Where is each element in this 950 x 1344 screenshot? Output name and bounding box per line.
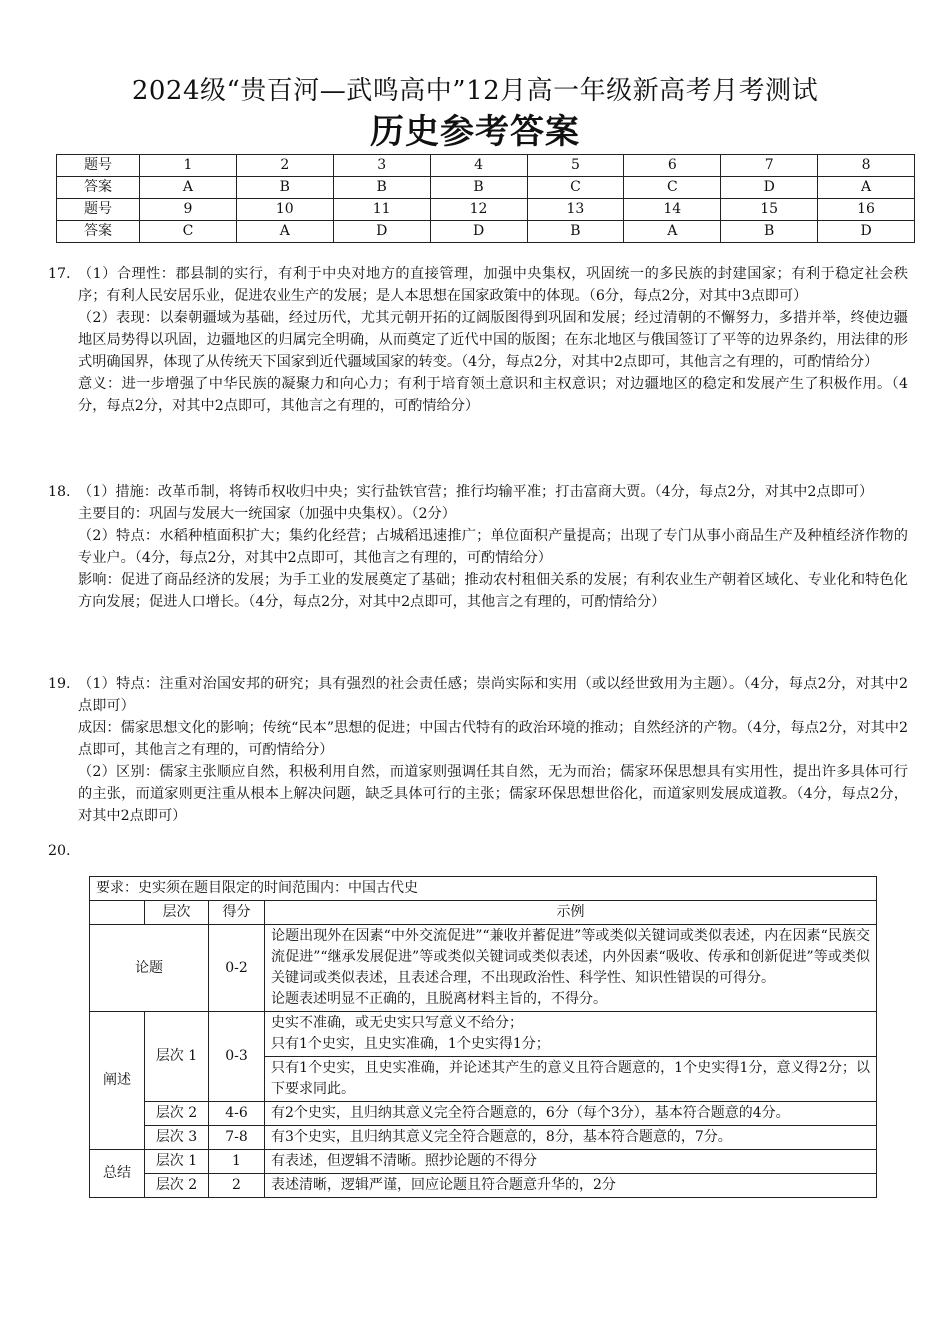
answer-cell: C — [140, 221, 237, 243]
answer-paragraph: 主要目的：巩固与发展大一统国家（加强中央集权）。（2分） — [78, 506, 456, 522]
answer-paragraph: 意义：进一步增强了中华民族的凝聚力和向心力；有利于培育领土意识和主权意识；对边疆地区的稳定和发展产生了积极作用。（4分，每点2分，对其中2点即可，其他言之有理的，可酌情给分） — [78, 376, 908, 414]
answer-table — [56, 154, 915, 243]
answer-cell: C — [624, 177, 721, 199]
answer-paragraph: 成因：儒家思想文化的影响；传统“民本”思想的促进；中国古代特有的政治环境的推动；自然经济的产物。（4分，每点2分，对其中2点即可，其他言之有理的，可酌情给分） — [78, 720, 908, 758]
example-text: 论题表述明显不正确的，且脱离材料主旨的，不得分。 — [271, 991, 607, 1007]
column-header: 示例 — [265, 901, 877, 925]
question-number: 7 — [721, 155, 818, 177]
question-18 — [48, 481, 908, 613]
answer-cell: D — [818, 221, 915, 243]
question-number: 3 — [333, 155, 430, 177]
question-number: 4 — [430, 155, 527, 177]
answer-cell: B — [333, 177, 430, 199]
score-cell: 1 — [209, 1150, 265, 1174]
row-label: 题号 — [57, 199, 140, 221]
table-row — [90, 1102, 877, 1126]
answer-cell: A — [140, 177, 237, 199]
answer-cell: D — [333, 221, 430, 243]
table-row — [57, 221, 915, 243]
question-17 — [48, 263, 908, 417]
score-cell: 0-3 — [209, 1012, 265, 1102]
answer-paragraph: （2）表现：以秦朝疆域为基础，经过历代，尤其元朝开拓的辽阔版图得到巩固和发展；经过清朝的不懈努力，多措并举，终使边疆地区局势得以巩固，边疆地区的归属完全明确，从而奠定了近代中国的版图；在东北地区与俄国签订了平等的边界条约，用法律的形式明确国界，体现了从传统天下国家到近代疆域国家的转变。（4分，每点2分，对其中2点即可，其他言之有理的，可酌情给分） — [78, 310, 908, 370]
table-row — [57, 155, 915, 177]
answer-cell: A — [818, 177, 915, 199]
score-cell: 0-2 — [209, 925, 265, 1012]
level-label: 层次 1 — [145, 1150, 209, 1174]
row-label: 答案 — [57, 221, 140, 243]
table-row — [57, 199, 915, 221]
column-header: 层次 — [145, 901, 209, 925]
level-label: 层次 2 — [145, 1174, 209, 1198]
table-row — [57, 177, 915, 199]
table-row — [90, 925, 877, 1012]
question-number: 16 — [818, 199, 915, 221]
question-number: 20. — [48, 843, 71, 859]
answer-cell: B — [430, 177, 527, 199]
answer-cell: B — [721, 221, 818, 243]
exam-title: 2024级“贵百河—武鸣高中”12月高一年级新高考月考测试 — [131, 76, 819, 106]
example-text: 有3个史实，且归纳其意义完全符合题意的，8分，基本符合题意的，7分。 — [265, 1126, 877, 1150]
row-label: 答案 — [57, 177, 140, 199]
category-label: 论题 — [90, 925, 209, 1012]
question-number: 19. — [48, 676, 71, 692]
level-label: 层次 1 — [145, 1012, 209, 1102]
question-number: 8 — [818, 155, 915, 177]
answer-cell: B — [527, 221, 624, 243]
column-header: 得分 — [209, 901, 265, 925]
category-label: 总结 — [90, 1150, 145, 1198]
category-label: 阐述 — [90, 1012, 145, 1150]
answer-cell: A — [624, 221, 721, 243]
question-number: 11 — [333, 199, 430, 221]
answer-cell: D — [721, 177, 818, 199]
score-cell: 4-6 — [209, 1102, 265, 1126]
score-cell: 7-8 — [209, 1126, 265, 1150]
question-number: 5 — [527, 155, 624, 177]
answer-paragraph: （2）特点：水稻种植面积扩大；集约化经营；占城稻迅速推广；单位面积产量提高；出现了专门从事小商品生产及种植经济作物的专业户。（4分，每点2分，对其中2点即可，其他言之有理的，可酌情给分） — [78, 528, 908, 566]
requirement-text: 要求：史实须在题目限定的时间范围内：中国古代史 — [90, 877, 877, 901]
question-number: 13 — [527, 199, 624, 221]
score-cell: 2 — [209, 1174, 265, 1198]
answer-cell: A — [236, 221, 333, 243]
table-row — [90, 1126, 877, 1150]
answer-cell: C — [527, 177, 624, 199]
example-text: 只有1个史实，且史实准确，并论述其产生的意义且符合题意的，1个史实得1分，意义得2分；以下要求同此。 — [265, 1057, 877, 1102]
answer-cell: D — [430, 221, 527, 243]
example-text: 有表述，但逻辑不清晰。照抄论题的不得分 — [265, 1150, 877, 1174]
question-number: 12 — [430, 199, 527, 221]
question-19 — [48, 673, 908, 827]
example-text: 只有1个史实，且史实准确，1个史实得1分； — [271, 1036, 550, 1052]
question-number: 6 — [624, 155, 721, 177]
question-number: 17. — [48, 266, 71, 282]
table-row — [90, 1012, 877, 1057]
example-cell — [265, 925, 877, 1012]
question-number: 10 — [236, 199, 333, 221]
level-label: 层次 3 — [145, 1126, 209, 1150]
example-cell — [265, 1012, 877, 1057]
question-number: 2 — [236, 155, 333, 177]
level-label: 层次 2 — [145, 1102, 209, 1126]
table-row — [90, 1150, 877, 1174]
page-title: 历史参考答案 — [370, 112, 580, 152]
answer-paragraph: （2）区别：儒家主张顺应自然，积极利用自然，而道家则强调任其自然，无为而治；儒家环保思想具有实用性，提出许多具体可行的主张，而道家则更注重从根本上解决问题，缺乏具体可行的主张；儒家环保思想世俗化，而道家则发展成道教。（4分，每点2分，对其中2点即可） — [78, 764, 908, 824]
example-text: 史实不准确，或无史实只写意义不给分； — [271, 1015, 523, 1031]
answer-cell: B — [236, 177, 333, 199]
question-number: 15 — [721, 199, 818, 221]
question-number: 14 — [624, 199, 721, 221]
answer-paragraph: 影响：促进了商品经济的发展；为手工业的发展奠定了基础；推动农村租佃关系的发展；有利农业生产朝着区域化、专业化和特色化方向发展；促进人口增长。（4分，每点2分，对其中2点即可，其他言之有理的，可酌情给分） — [78, 572, 908, 610]
answer-paragraph: （1）措施：改革币制，将铸币权收归中央；实行盐铁官营；推行均输平准；打击富商大贾。（4分，每点2分，对其中2点即可） — [78, 484, 874, 500]
question-number: 9 — [140, 199, 237, 221]
table-row — [90, 1174, 877, 1198]
row-label: 题号 — [57, 155, 140, 177]
table-row — [90, 901, 877, 925]
question-number: 1 — [140, 155, 237, 177]
answer-paragraph: （1）合理性：郡县制的实行，有利于中央对地方的直接管理，加强中央集权，巩固统一的多民族的封建国家；有利于稳定社会秩序；有利人民安居乐业，促进农业生产的发展；是人本思想在国家政策中的体现。（6分，每点2分，对其中3点即可） — [78, 266, 908, 304]
table-row — [90, 877, 877, 901]
scoring-rubric-table — [89, 876, 877, 1198]
example-text: 论题出现外在因素“中外交流促进”“兼收并蓄促进”等或类似关键词或类似表述，内在因素“民族交流促进”“继承发展促进”等或类似关键词或类似表述，内外因素“吸收、传承和创新促进”等或类似关键词或类似表述，且表述合理，不出现政治性、科学性、知识性错误的可得分。 — [271, 928, 870, 986]
example-text: 表述清晰，逻辑严谨，回应论题且符合题意升华的，2分 — [265, 1174, 877, 1198]
question-number: 18. — [48, 484, 71, 500]
example-text: 有2个史实，且归纳其意义完全符合题意的，6分（每个3分），基本符合题意的4分。 — [265, 1102, 877, 1126]
answer-paragraph: （1）特点：注重对治国安邦的研究；具有强烈的社会责任感；崇尚实际和实用（或以经世致用为主题）。（4分，每点2分，对其中2点即可） — [78, 676, 908, 714]
